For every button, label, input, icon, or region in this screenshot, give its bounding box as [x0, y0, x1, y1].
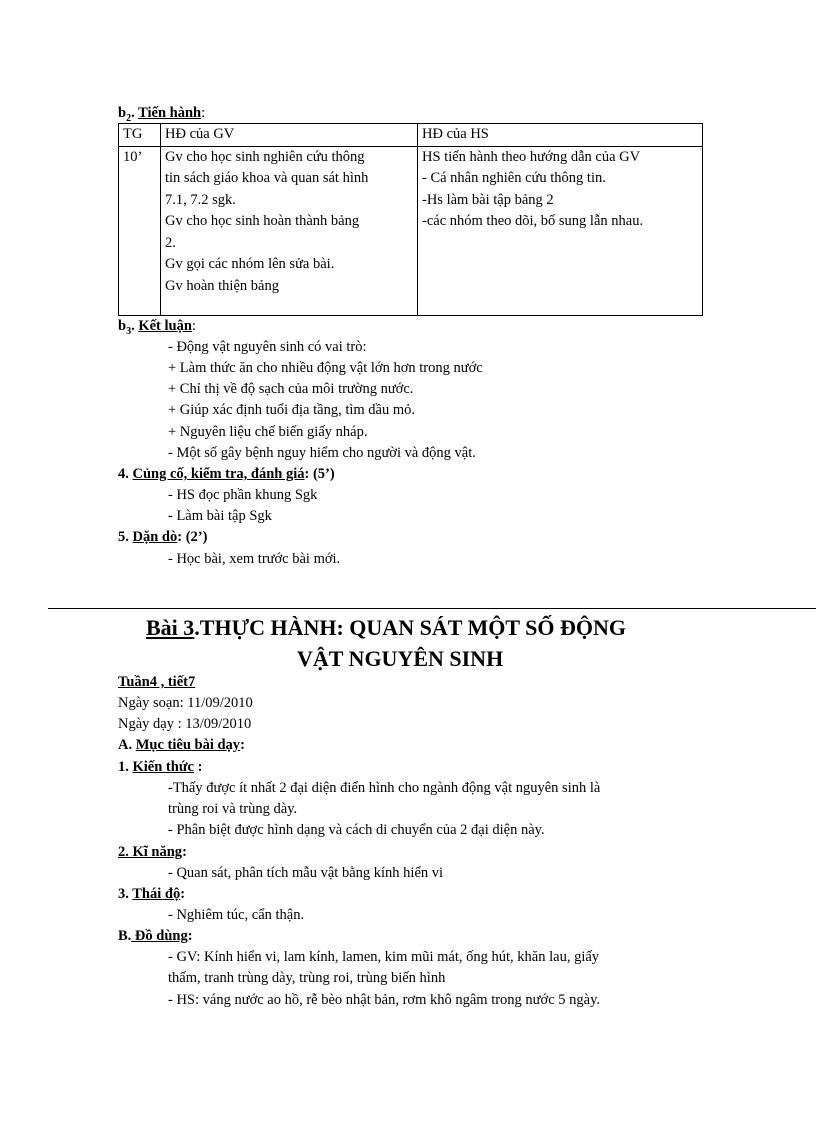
section-b3-colon: :: [191, 318, 196, 334]
teacher-line: Gv hoàn thiện bảng: [165, 277, 279, 294]
teacher-line: tin sách giáo khoa và quan sát hình: [165, 170, 369, 186]
lesson-title-line2: VẬT NGUYÊN SINH: [297, 646, 504, 671]
section-a-title: Mục tiêu bài dạy: [135, 737, 241, 753]
section-4-tail: : (5’): [304, 466, 335, 482]
section-b2-title: Tiến hành: [138, 105, 202, 121]
conclusion-line: - Một số gây bệnh nguy hiểm cho người và động vật.: [168, 445, 476, 461]
equipment-line: - GV: Kính hiển vi, lam kính, lamen, kim mũi mát, ống hút, khăn lau, giấy: [168, 949, 600, 965]
skills-heading: [118, 842, 187, 863]
cell-student: [418, 146, 703, 315]
conclusion-line: + Nguyên liệu chế biến giấy nháp.: [168, 424, 368, 440]
section-4-line: - Làm bài tập Sgk: [168, 508, 272, 524]
attitude-title: Thái độ: [132, 886, 181, 902]
skills-number: 2.: [118, 844, 133, 860]
knowledge-line: -Thấy được ít nhất 2 đại diện điển hình cho ngành động vật nguyên sinh là: [168, 780, 601, 796]
header-student: HĐ của HS: [418, 124, 703, 147]
knowledge-line: trùng roi và trùng dày.: [168, 801, 298, 817]
teacher-line: 2.: [165, 234, 176, 251]
knowledge-heading: [118, 757, 202, 778]
equipment-line: thấm, tranh trùng dày, trùng roi, trùng biến hình: [168, 970, 446, 986]
header-time: TG: [119, 124, 161, 147]
cell-teacher: [161, 146, 418, 315]
lesson-number: Bài 3: [146, 615, 195, 640]
conclusion-line: - Động vật nguyên sinh có vai trò:: [168, 339, 367, 355]
section-5-line: - Học bài, xem trước bài mới.: [168, 551, 341, 567]
lesson-title-text: .THỰC HÀNH: QUAN SÁT MỘT SỐ ĐỘNG: [194, 615, 626, 640]
section-b2-colon: :: [201, 105, 206, 121]
attitude-line: - Nghiêm túc, cẩn thận.: [168, 907, 305, 923]
section-4-heading: [118, 464, 335, 485]
section-divider: [48, 608, 816, 609]
attitude-tail: :: [180, 886, 186, 902]
date-taught: Ngày dạy : 13/09/2010: [118, 716, 252, 732]
section-b2-sub: 2: [126, 112, 132, 124]
header-teacher: HĐ của GV: [161, 124, 418, 147]
skills-tail: :: [182, 844, 187, 860]
student-line: -các nhóm theo dõi, bổ sung lẫn nhau.: [422, 213, 644, 229]
section-b-letter: B.: [118, 928, 132, 944]
section-b2-dot: .: [131, 105, 139, 121]
equipment-line: - HS: váng nước ao hồ, rễ bèo nhật bản, rơm khô ngâm trong nước 5 ngày.: [168, 992, 601, 1008]
knowledge-title: Kiến thức: [132, 759, 194, 775]
section-a-letter: A.: [118, 737, 136, 753]
teacher-line: Gv cho học sinh hoàn thành bảng: [165, 213, 360, 229]
skills-title: Kĩ năng: [132, 844, 183, 860]
section-5-number: 5.: [118, 529, 133, 545]
activity-table: [118, 123, 703, 316]
student-line: -Hs làm bài tập bảng 2: [422, 191, 554, 208]
knowledge-number: 1.: [118, 759, 133, 775]
date-prepared: Ngày soạn: 11/09/2010: [118, 695, 253, 711]
teacher-line: Gv cho học sinh nghiên cứu thông: [165, 148, 365, 165]
section-4-title: Củng cố, kiểm tra, đánh giá: [132, 466, 305, 482]
conclusion-line: + Chỉ thị về độ sạch của môi trường nước.: [168, 381, 414, 397]
conclusion-line: + Làm thức ăn cho nhiều động vật lớn hơn trong nước: [168, 360, 483, 376]
cell-time: 10’: [119, 146, 161, 315]
section-5-heading: [118, 527, 207, 548]
section-b-heading: [118, 926, 193, 947]
section-b2-letter: b: [118, 105, 127, 121]
attitude-number: 3.: [118, 886, 133, 902]
section-b-title: Đồ dùng: [131, 928, 188, 944]
table-row: [119, 146, 703, 315]
section-b3-letter: b: [118, 318, 127, 334]
section-b3-sub: 3: [126, 325, 132, 337]
section-a-tail: :: [240, 737, 245, 753]
section-5-title: Dặn dò: [132, 529, 178, 545]
lesson-title-line1: [146, 613, 626, 643]
teacher-line: Gv gọi các nhóm lên sửa bài.: [165, 256, 335, 272]
conclusion-line: + Giúp xác định tuổi địa tầng, tìm dầu mỏ.: [168, 402, 415, 418]
table-header-row: [119, 124, 703, 147]
section-4-line: - HS đọc phần khung Sgk: [168, 487, 318, 503]
knowledge-line: - Phân biệt được hình dạng và cách di chuyển của 2 đại diện này.: [168, 822, 545, 838]
week-period: Tuần4 , tiết7: [118, 674, 196, 690]
section-b3-dot: .: [131, 318, 139, 334]
section-a-heading: [118, 735, 245, 756]
skills-line: - Quan sát, phân tích mẫu vật bằng kính hiển vi: [168, 865, 444, 881]
section-5-tail: : (2’): [177, 529, 208, 545]
attitude-heading: [118, 884, 185, 905]
student-line: HS tiến hành theo hướng dẫn của GV: [422, 148, 641, 165]
teacher-line: 7.1, 7.2 sgk.: [165, 191, 236, 208]
section-4-number: 4.: [118, 466, 133, 482]
student-line: - Cá nhân nghiên cứu thông tin.: [422, 170, 606, 186]
knowledge-tail: :: [193, 759, 203, 775]
section-b-tail: :: [187, 928, 193, 944]
section-b3-title: Kết luận: [138, 318, 192, 334]
